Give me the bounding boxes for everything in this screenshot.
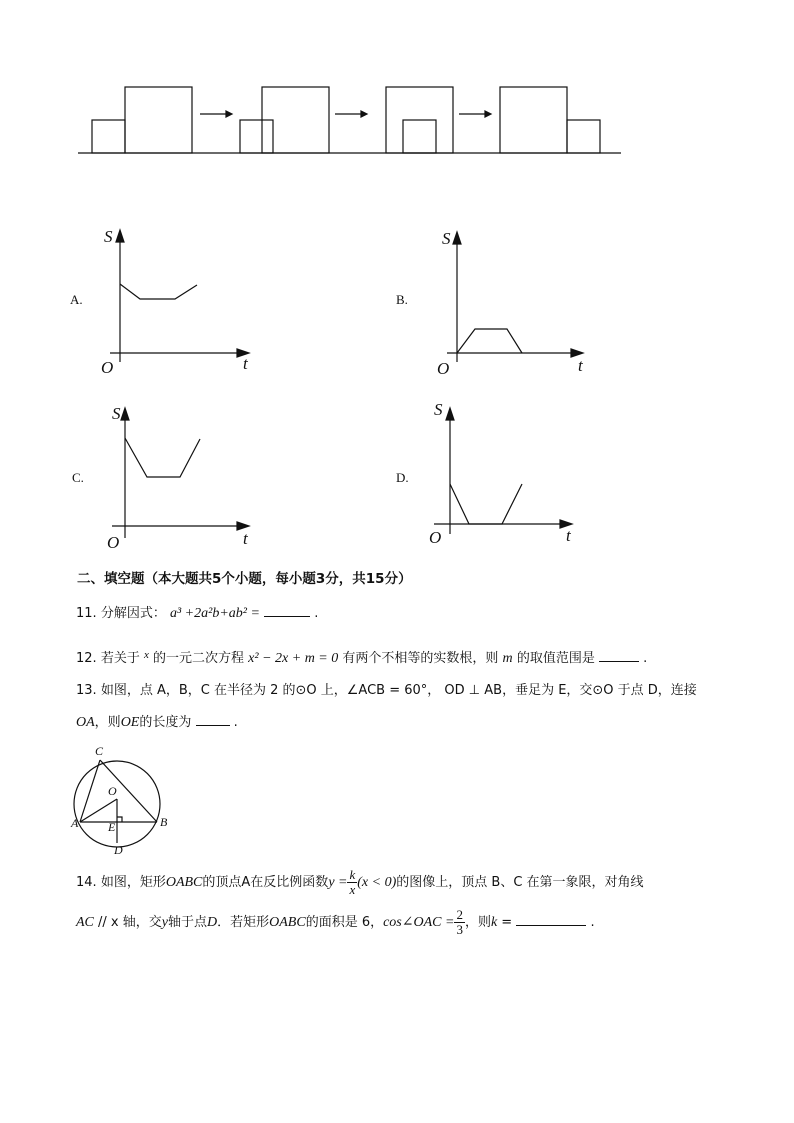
q14-cos-num: 2 [456,907,463,922]
graph-c-curve [125,438,200,477]
graph-a-s-label: S [104,227,113,246]
large-box-1 [125,87,192,153]
q14-frac-num: k [349,867,356,882]
q14-text-4: // x 轴，交 [93,915,162,930]
question-11 [76,602,318,624]
option-c-label: C. [72,470,84,485]
q14-text-5: 轴于点 [167,915,207,930]
q12-period: . [643,651,648,666]
q14-d-var: D [206,915,218,930]
q14-answer-blank[interactable] [516,911,586,926]
q14-ac: AC [76,915,94,930]
graph-a [95,222,275,382]
q14-y-eq: y = [328,875,348,890]
q12-expression: x² − 2x + m = 0 [248,651,339,666]
graph-b-s-label: S [442,229,451,248]
graph-d-o-label: O [429,528,442,547]
q14-oabc-2: OABC [269,915,306,930]
q14-period: . [590,915,595,930]
q14-cos-den: 3 [456,922,463,937]
q12-var-x: x [143,649,149,661]
q13-chord-ca [80,760,100,822]
q11-answer-blank[interactable] [264,602,310,617]
option-b-label: B. [396,292,408,307]
q14-text-1: 如图，矩形 [100,875,166,890]
question-12 [76,645,647,669]
arrow-1-head [226,111,232,117]
q14-text-9: = [497,915,513,930]
q13-text-2: ，则 [94,715,121,730]
graph-c-y-arrow [121,408,129,420]
q14-k-var: k [490,915,498,930]
q14-text-2: 的顶点A在反比例函数 [202,875,329,890]
q14-frac-den: x [349,882,356,897]
option-d-label: D. [396,470,409,485]
q12-text-2: 的一元二次方程 [153,651,245,666]
q13-label-d: D [114,843,123,857]
moving-boxes-figure [0,0,794,170]
q13-label-c: C [95,744,104,758]
q14-text-3: 的图像上，顶点 B、C 在第一象限，对角线 [396,875,644,890]
graph-b [432,222,612,382]
q13-text-3: 的长度为 [139,715,192,730]
small-box-2 [240,120,273,153]
q13-label-o: O [108,784,117,798]
q13-oa: OA [76,715,95,730]
graph-c [97,398,277,558]
q13-circle-figure [60,740,200,860]
q14-text-8: ，则 [464,915,491,930]
q12-text-4: 的取值范围是 [516,651,595,666]
graph-a-y-arrow [116,230,124,242]
small-box-4 [567,120,600,153]
q11-text: 分解因式： [100,606,166,621]
graph-a-o-label: O [101,358,114,377]
q11-number: 11. [76,606,97,621]
graph-b-t-label: t [578,356,583,375]
graph-a-t-label: t [243,354,248,373]
q11-expression: a³ +2a²b+ab² = [169,606,260,621]
q12-answer-blank[interactable] [599,647,639,662]
graph-b-o-label: O [437,359,450,378]
graph-b-curve [457,329,522,353]
q14-y-var: y [161,915,168,930]
small-box-3 [403,120,436,153]
graph-c-o-label: O [107,533,120,552]
graph-a-curve [120,284,197,299]
q13-segment-oa [80,799,117,822]
q11-period: . [314,606,319,621]
q14-text-6: ．若矩形 [217,915,270,930]
graph-d-s-label: S [434,400,443,419]
arrow-3-head [485,111,491,117]
question-14-line-2 [76,906,595,940]
q14-oabc: OABC [165,875,203,890]
q13-right-angle-mark [117,817,122,822]
section-2-title: 二、填空题（本大题共5个小题，每小题3分，共15分） [77,571,412,587]
q12-number: 12. [76,651,97,666]
small-box-1 [92,120,125,153]
q13-oe: OE [120,715,140,730]
q13-answer-blank[interactable] [196,711,230,726]
q13-label-e: E [108,820,116,834]
question-13-line-2 [76,711,238,733]
graph-d-t-label: t [566,526,571,545]
question-13-line-1 [76,681,697,701]
q13-number: 13. [76,683,97,698]
q12-text-3: 有两个不相等的实数根，则 [342,651,499,666]
arrow-2-head [361,111,367,117]
q14-cos: cos∠OAC = [383,915,455,930]
large-box-4 [500,87,567,153]
q13-period: . [233,715,238,730]
q12-text-1: 若关于 [100,651,140,666]
graph-d [426,396,606,556]
graph-b-y-arrow [453,232,461,244]
q13-line-1-text: 如图，点 A，B，C 在半径为 2 的⊙O 上，∠ACB = 60°， OD ⊥ AB，垂足为 E，交⊙O 于点 D，连接 [100,683,697,698]
q12-var-m: m [502,651,513,666]
q13-label-a: A [71,816,79,830]
q14-number: 14. [76,875,97,890]
graph-d-y-arrow [446,408,454,420]
graph-c-s-label: S [112,404,121,423]
question-14-line-1 [76,866,644,900]
graph-d-curve [450,484,522,524]
q14-text-7: 的面积是 6， [305,915,384,930]
option-a-label: A. [70,292,83,307]
q14-fraction-2-over-3 [454,908,465,937]
graph-c-t-label: t [243,529,248,548]
q13-label-b: B [160,815,168,829]
q14-fraction-k-over-x [347,868,357,897]
q14-condition: (x < 0) [357,875,397,890]
